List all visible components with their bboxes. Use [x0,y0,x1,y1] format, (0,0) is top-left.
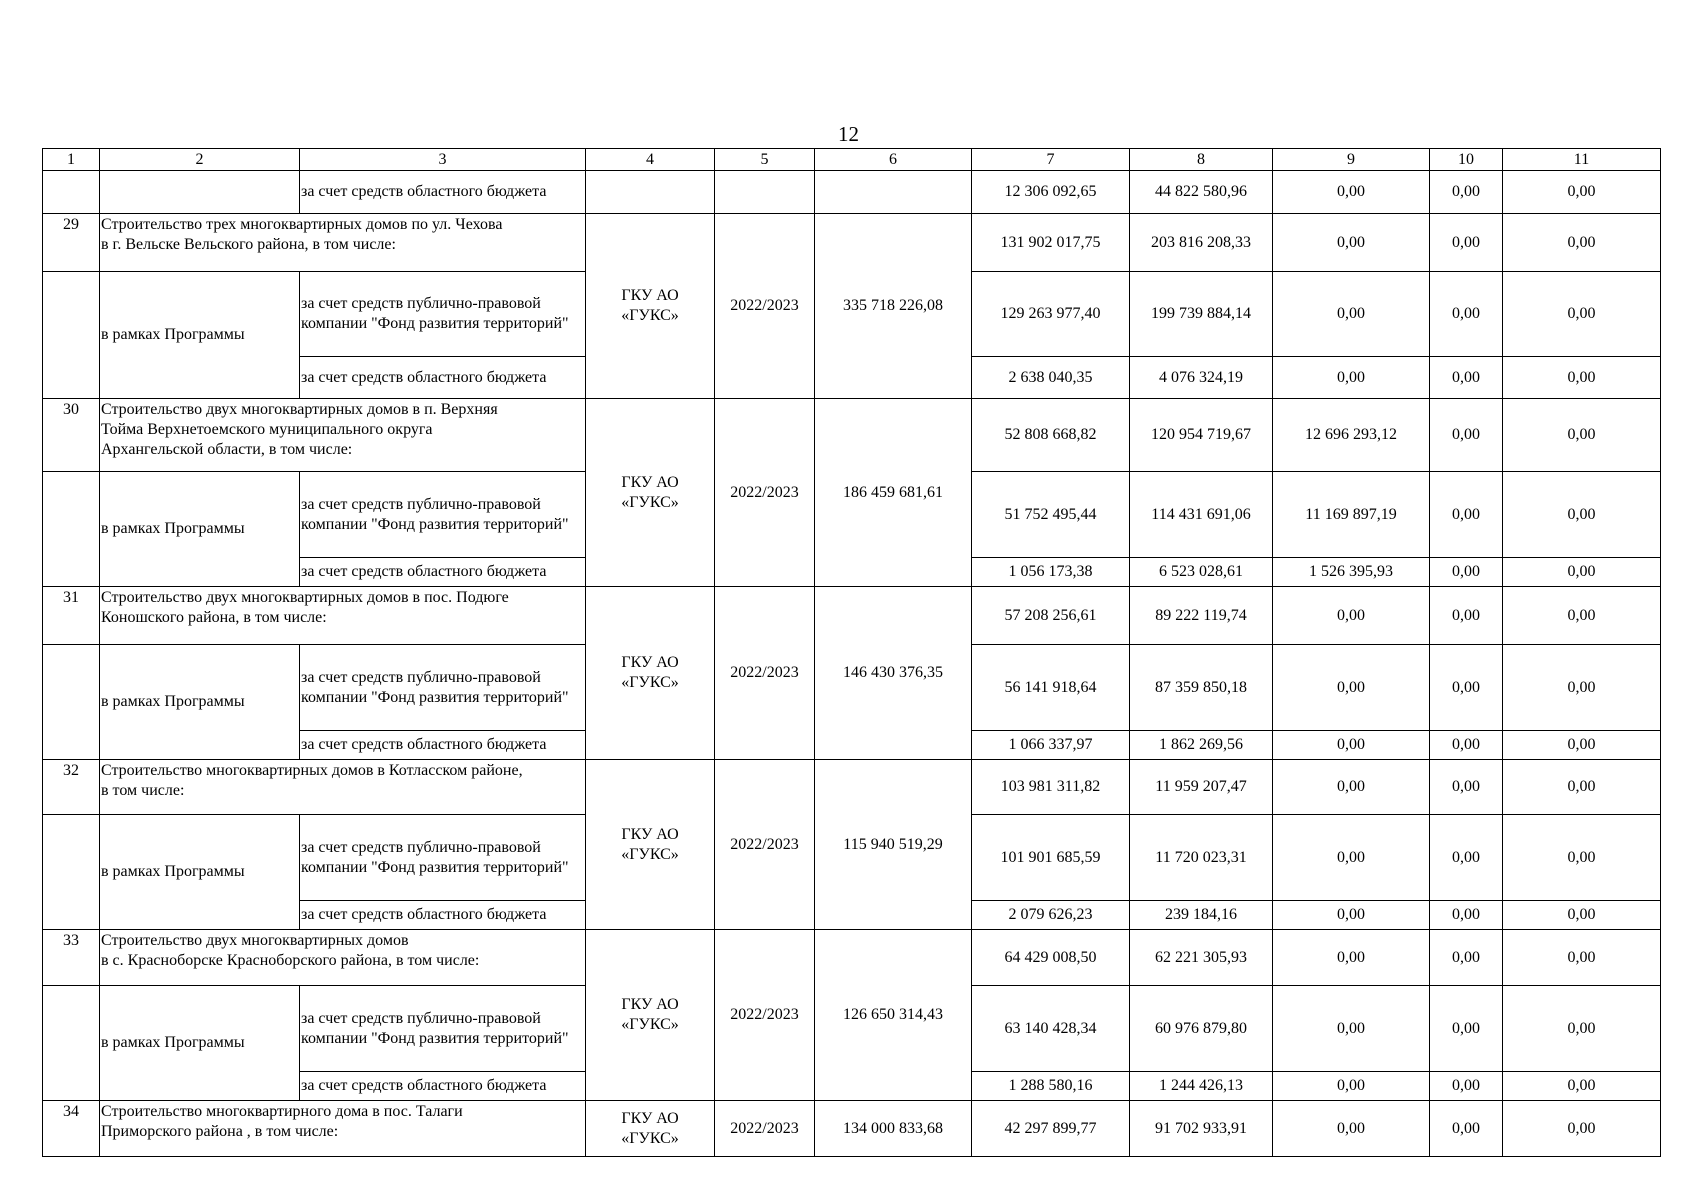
empty-cell [100,171,300,214]
value-cell: 0,00 [1503,1072,1661,1101]
value-cell: 0,00 [1503,399,1661,472]
value-cell: 0,00 [1503,1101,1661,1157]
column-header: 1 [43,149,100,171]
value-cell: 0,00 [1430,986,1503,1072]
funding-source-label: за счет средств областного бюджета [300,357,586,399]
column-header: 2 [100,149,300,171]
header-row [43,149,1661,171]
period-cell-text: 2022/2023 [730,483,799,501]
funding-source-label: за счет средств публично-правовой компании "Фонд развития территорий" [300,986,586,1072]
project-title-line: Строительство двух многоквартирных домов [101,932,409,949]
project-title [100,930,586,986]
budget-table [42,148,1661,1157]
funding-source-label: за счет средств публично-правовой компании "Фонд развития территорий" [300,272,586,357]
value-cell: 64 429 008,50 [972,930,1130,986]
value-cell: 0,00 [1430,357,1503,399]
column-header: 5 [715,149,815,171]
value-cell: 0,00 [1273,357,1430,399]
value-cell: 0,00 [1273,760,1430,815]
value-cell: 0,00 [1273,986,1430,1072]
project-title [100,760,586,815]
value-cell: 0,00 [1430,645,1503,731]
value-cell: 0,00 [1430,587,1503,645]
period-cell [715,760,815,930]
value-cell: 2 638 040,35 [972,357,1130,399]
program-label: в рамках Программы [100,472,300,587]
project-row [43,1101,1661,1157]
value-cell: 0,00 [1503,472,1661,558]
project-title-line: в с. Красноборске Красноборского района, в том числе: [101,952,480,969]
project-title [100,399,586,472]
value-cell: 44 822 580,96 [1130,171,1273,214]
cost-cell: 134 000 833,68 [815,1101,972,1157]
value-cell: 0,00 [1273,272,1430,357]
period-cell-text: 2022/2023 [730,835,799,853]
customer-cell-text: ГКУ АО «ГУКС» [621,996,679,1033]
value-cell: 0,00 [1503,645,1661,731]
value-cell: 239 184,16 [1130,901,1273,930]
value-cell: 60 976 879,80 [1130,986,1273,1072]
empty-cell [43,815,100,930]
column-header: 11 [1503,149,1661,171]
project-number: 32 [43,760,100,815]
value-cell: 57 208 256,61 [972,587,1130,645]
value-cell: 0,00 [1503,760,1661,815]
value-cell: 0,00 [1430,472,1503,558]
value-cell: 0,00 [1273,645,1430,731]
cost-cell [815,214,972,399]
value-cell: 0,00 [1430,272,1503,357]
value-cell: 0,00 [1273,1072,1430,1101]
program-label: в рамках Программы [100,645,300,760]
column-header: 7 [972,149,1130,171]
cost-cell-text: 126 650 314,43 [843,1006,943,1023]
customer-cell [586,214,715,399]
empty-cell [43,645,100,760]
period-cell [715,214,815,399]
program-label: в рамках Программы [100,815,300,930]
value-cell: 129 263 977,40 [972,272,1130,357]
period-cell: 2022/2023 [715,1101,815,1157]
cost-cell [815,760,972,930]
project-title-line: Строительство многоквартирного дома в пос. Талаги [101,1103,463,1120]
cost-cell [815,399,972,587]
project-title-line: в том числе: [101,782,185,799]
value-cell: 131 902 017,75 [972,214,1130,272]
program-label: в рамках Программы [100,272,300,399]
empty-cell [586,171,715,214]
value-cell: 0,00 [1273,171,1430,214]
value-cell: 103 981 311,82 [972,760,1130,815]
value-cell: 6 523 028,61 [1130,558,1273,587]
value-cell: 63 140 428,34 [972,986,1130,1072]
customer-cell-text: ГКУ АО «ГУКС» [621,825,679,863]
column-header: 10 [1430,149,1503,171]
value-cell: 0,00 [1430,731,1503,760]
value-cell: 0,00 [1430,558,1503,587]
value-cell: 0,00 [1503,558,1661,587]
funding-source-label: за счет средств областного бюджета [300,558,586,587]
value-cell: 1 288 580,16 [972,1072,1130,1101]
value-cell: 12 306 092,65 [972,171,1130,214]
value-cell: 0,00 [1430,171,1503,214]
project-title-line: Строительство двух многоквартирных домов в пос. Подюге [101,589,509,606]
value-cell: 0,00 [1503,815,1661,901]
value-cell: 1 244 426,13 [1130,1072,1273,1101]
value-cell: 101 901 685,59 [972,815,1130,901]
carryover-row [43,171,1661,214]
project-number: 31 [43,587,100,645]
project-row [43,587,1661,645]
project-number: 29 [43,214,100,272]
value-cell: 4 076 324,19 [1130,357,1273,399]
value-cell: 0,00 [1430,815,1503,901]
funding-source-label: за счет средств публично-правовой компании "Фонд развития территорий" [300,645,586,731]
value-cell: 56 141 918,64 [972,645,1130,731]
value-cell: 0,00 [1273,1101,1430,1157]
value-cell: 0,00 [1503,731,1661,760]
funding-source-label: за счет средств областного бюджета [300,1072,586,1101]
value-cell: 11 720 023,31 [1130,815,1273,901]
value-cell: 0,00 [1430,1072,1503,1101]
cost-cell-text: 115 940 519,29 [843,835,943,853]
value-cell: 0,00 [1503,986,1661,1072]
value-cell: 11 959 207,47 [1130,760,1273,815]
value-cell: 0,00 [1430,214,1503,272]
value-cell: 0,00 [1273,901,1430,930]
value-cell: 120 954 719,67 [1130,399,1273,472]
project-title-line: Строительство двух многоквартирных домов в п. Верхняя [101,401,498,418]
value-cell: 203 816 208,33 [1130,214,1273,272]
page-number: 12 [838,122,859,146]
project-title-line: Тойма Верхнетоемского муниципального округа [101,421,433,438]
project-number: 30 [43,399,100,472]
column-header: 6 [815,149,972,171]
value-cell: 42 297 899,77 [972,1101,1130,1157]
value-cell: 91 702 933,91 [1130,1101,1273,1157]
project-title [100,587,586,645]
project-number: 33 [43,930,100,986]
empty-cell [815,171,972,214]
value-cell: 0,00 [1273,587,1430,645]
customer-cell [586,760,715,930]
customer-cell [586,930,715,1101]
customer-cell: ГКУ АО «ГУКС» [586,1101,715,1157]
cost-cell-text: 146 430 376,35 [843,664,943,681]
value-cell: 0,00 [1503,901,1661,930]
funding-source-label: за счет средств областного бюджета [300,731,586,760]
funding-source-label: за счет средств областного бюджета [300,171,586,214]
funding-source-label: за счет средств областного бюджета [300,901,586,930]
customer-cell [586,587,715,760]
column-header: 4 [586,149,715,171]
cost-cell-text: 335 718 226,08 [843,297,943,314]
value-cell: 0,00 [1503,214,1661,272]
project-title-line: Приморского района , в том числе: [101,1123,339,1140]
project-title-line: Строительство трех многоквартирных домов по ул. Чехова [101,216,503,233]
value-cell: 0,00 [1503,272,1661,357]
value-cell: 11 169 897,19 [1273,472,1430,558]
value-cell: 62 221 305,93 [1130,930,1273,986]
project-row [43,930,1661,986]
period-cell [715,587,815,760]
project-row [43,760,1661,815]
column-header: 8 [1130,149,1273,171]
project-row [43,214,1661,272]
project-title-line: в г. Вельске Вельского района, в том числе: [101,236,396,253]
value-cell: 51 752 495,44 [972,472,1130,558]
value-cell: 87 359 850,18 [1130,645,1273,731]
customer-cell-text: ГКУ АО «ГУКС» [621,654,679,691]
value-cell: 52 808 668,82 [972,399,1130,472]
value-cell: 1 066 337,97 [972,731,1130,760]
cost-cell [815,587,972,760]
customer-cell [586,399,715,587]
value-cell: 0,00 [1273,930,1430,986]
value-cell: 0,00 [1503,171,1661,214]
empty-cell [43,986,100,1101]
project-row [43,399,1661,472]
cost-cell-text: 186 459 681,61 [843,483,943,501]
period-cell-text: 2022/2023 [730,297,799,314]
customer-cell-text: ГКУ АО «ГУКС» [621,473,679,511]
empty-cell [715,171,815,214]
value-cell: 114 431 691,06 [1130,472,1273,558]
column-header: 3 [300,149,586,171]
value-cell: 0,00 [1273,214,1430,272]
period-cell-text: 2022/2023 [730,1006,799,1023]
column-header: 9 [1273,149,1430,171]
empty-cell [43,171,100,214]
value-cell: 0,00 [1273,731,1430,760]
empty-cell [43,472,100,587]
value-cell: 0,00 [1273,815,1430,901]
value-cell: 0,00 [1430,1101,1503,1157]
funding-source-label: за счет средств публично-правовой компании "Фонд развития территорий" [300,815,586,901]
value-cell: 1 056 173,38 [972,558,1130,587]
value-cell: 0,00 [1430,930,1503,986]
project-title-line: Строительство многоквартирных домов в Котласском районе, [101,762,523,779]
value-cell: 1 862 269,56 [1130,731,1273,760]
value-cell: 0,00 [1503,357,1661,399]
period-cell-text: 2022/2023 [730,664,799,681]
value-cell: 0,00 [1430,760,1503,815]
project-title-line: Архангельской области, в том числе: [101,441,353,458]
project-title [100,1101,586,1157]
value-cell: 89 222 119,74 [1130,587,1273,645]
value-cell: 0,00 [1503,587,1661,645]
empty-cell [43,272,100,399]
value-cell: 12 696 293,12 [1273,399,1430,472]
program-label: в рамках Программы [100,986,300,1101]
project-title-line: Коношского района, в том числе: [101,609,327,626]
value-cell: 0,00 [1430,399,1503,472]
period-cell [715,399,815,587]
funding-source-label: за счет средств публично-правовой компании "Фонд развития территорий" [300,472,586,558]
cost-cell [815,930,972,1101]
project-number: 34 [43,1101,100,1157]
project-title [100,214,586,272]
period-cell [715,930,815,1101]
value-cell: 2 079 626,23 [972,901,1130,930]
value-cell: 0,00 [1430,901,1503,930]
value-cell: 0,00 [1503,930,1661,986]
value-cell: 1 526 395,93 [1273,558,1430,587]
value-cell: 199 739 884,14 [1130,272,1273,357]
customer-cell-text: ГКУ АО «ГУКС» [621,287,679,324]
